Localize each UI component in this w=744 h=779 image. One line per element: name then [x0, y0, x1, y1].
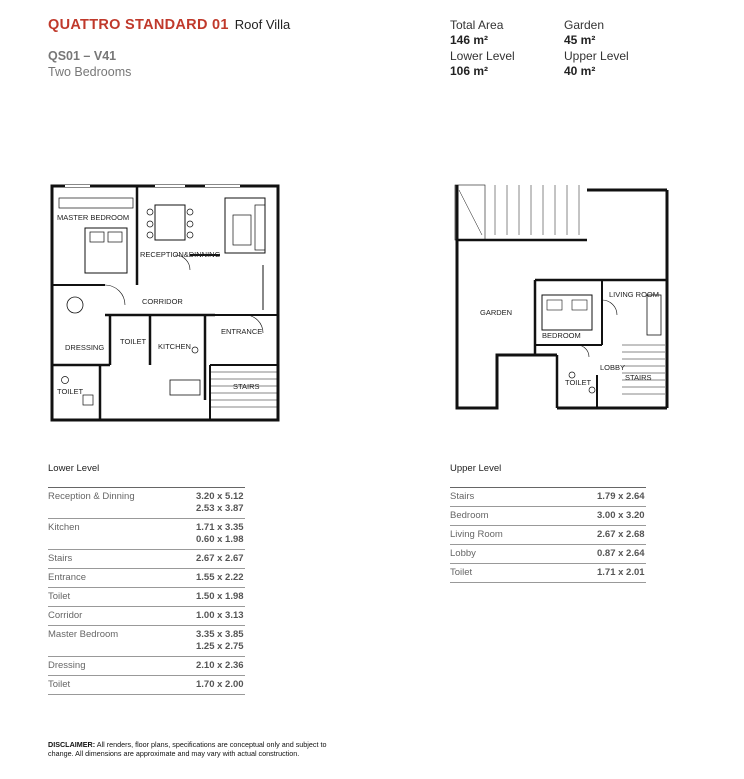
room-name: Master Bedroom: [48, 629, 119, 640]
table-row: [450, 526, 646, 545]
room-dimension: 1.50 x 1.98: [196, 591, 244, 602]
room-dimension: 1.25 x 2.75: [196, 641, 244, 652]
table-row: [48, 569, 245, 588]
table-row: [48, 676, 245, 695]
label-kitchen: KITCHEN: [158, 342, 191, 351]
upper-level-label: Upper Level: [564, 49, 629, 63]
table-row: [48, 519, 245, 550]
room-name: Toilet: [450, 567, 473, 578]
table-row: [48, 488, 245, 519]
room-name: Living Room: [450, 529, 503, 540]
disclaimer: [48, 740, 348, 758]
lower-level-floor-plan: [45, 180, 285, 425]
lower-table: [48, 487, 245, 695]
room-dimension: 2.10 x 2.36: [196, 660, 244, 671]
label-bedroom: BEDROOM: [542, 331, 581, 340]
label-reception: RECEPTION&DINNING: [140, 250, 221, 259]
room-name: Lobby: [450, 548, 476, 559]
label-living-room: LIVING ROOM: [609, 290, 660, 299]
page-title: [48, 17, 290, 33]
room-dimension: 1.70 x 2.00: [196, 679, 244, 690]
room-dimension: 2.67 x 2.68: [597, 529, 645, 540]
unit-type: Roof Villa: [234, 17, 291, 32]
room-dimension: 3.20 x 5.12: [196, 491, 244, 502]
room-name: Toilet: [48, 679, 71, 690]
room-dimension: 0.87 x 2.64: [597, 548, 645, 559]
total-area-label: Total Area: [450, 18, 504, 32]
room-name: Stairs: [450, 491, 475, 502]
upper-level-value: 40 m²: [564, 64, 596, 78]
lower-level-label: Lower Level: [450, 49, 515, 63]
table-row: [48, 588, 245, 607]
garden-value: 45 m²: [564, 33, 596, 47]
label-dressing: DRESSING: [65, 343, 105, 352]
total-area-value: 146 m²: [450, 33, 489, 47]
room-dimension: 3.00 x 3.20: [597, 510, 645, 521]
upper-level-floor-plan: [447, 180, 672, 412]
label-stairs-upper: STAIRS: [625, 373, 652, 382]
label-lobby: LOBBY: [600, 363, 626, 372]
room-dimension: 0.60 x 1.98: [196, 534, 244, 545]
table-row: [450, 507, 646, 526]
label-corridor: CORRIDOR: [142, 297, 183, 306]
label-toilet-lower: TOILET: [120, 337, 147, 346]
table-row: [48, 550, 245, 569]
room-name: Dressing: [48, 660, 86, 671]
room-name: Corridor: [48, 610, 83, 621]
model-name: QUATTRO STANDARD 01: [48, 17, 229, 33]
bedroom-count: Two Bedrooms: [48, 65, 132, 79]
room-dimension: 1.00 x 3.13: [196, 610, 244, 621]
lower-table-title: Lower Level: [48, 463, 100, 474]
room-dimension: 1.79 x 2.64: [597, 491, 645, 502]
label-stairs-lower: STAIRS: [233, 382, 260, 391]
room-dimension: 2.53 x 3.87: [196, 503, 244, 514]
upper-table-title: Upper Level: [450, 463, 502, 474]
label-master-bedroom: MASTER BEDROOM: [57, 213, 130, 222]
room-dimension: 1.55 x 2.22: [196, 572, 244, 583]
room-dimension: 2.67 x 2.67: [196, 553, 244, 564]
label-toilet-upper: TOILET: [565, 378, 592, 387]
disclaimer-text: All renders, floor plans, specifications are conceptual only and subject to change. All dimensions are approximate and may vary with actual construction.: [48, 740, 327, 758]
table-row: [450, 488, 646, 507]
garden-label: Garden: [564, 18, 605, 32]
room-name: Reception & Dinning: [48, 491, 135, 502]
table-row: [48, 657, 245, 676]
label-entrance: ENTRANCE: [221, 327, 263, 336]
table-row: [48, 607, 245, 626]
room-dimension: 1.71 x 2.01: [597, 567, 645, 578]
table-row: [450, 564, 646, 583]
unit-code: QS01 – V41: [48, 49, 117, 63]
room-name: Entrance: [48, 572, 87, 583]
disclaimer-label: DISCLAIMER:: [48, 740, 96, 749]
upper-table: [450, 487, 646, 583]
room-dimension: 1.71 x 3.35: [196, 522, 244, 533]
room-name: Toilet: [48, 591, 71, 602]
table-row: [48, 626, 245, 657]
room-dimension: 3.35 x 3.85: [196, 629, 244, 640]
room-name: Kitchen: [48, 522, 80, 533]
lower-level-value: 106 m²: [450, 64, 489, 78]
label-garden: GARDEN: [480, 308, 513, 317]
room-name: Bedroom: [450, 510, 489, 521]
label-toilet-corner: TOILET: [57, 387, 84, 396]
room-name: Stairs: [48, 553, 73, 564]
table-row: [450, 545, 646, 564]
